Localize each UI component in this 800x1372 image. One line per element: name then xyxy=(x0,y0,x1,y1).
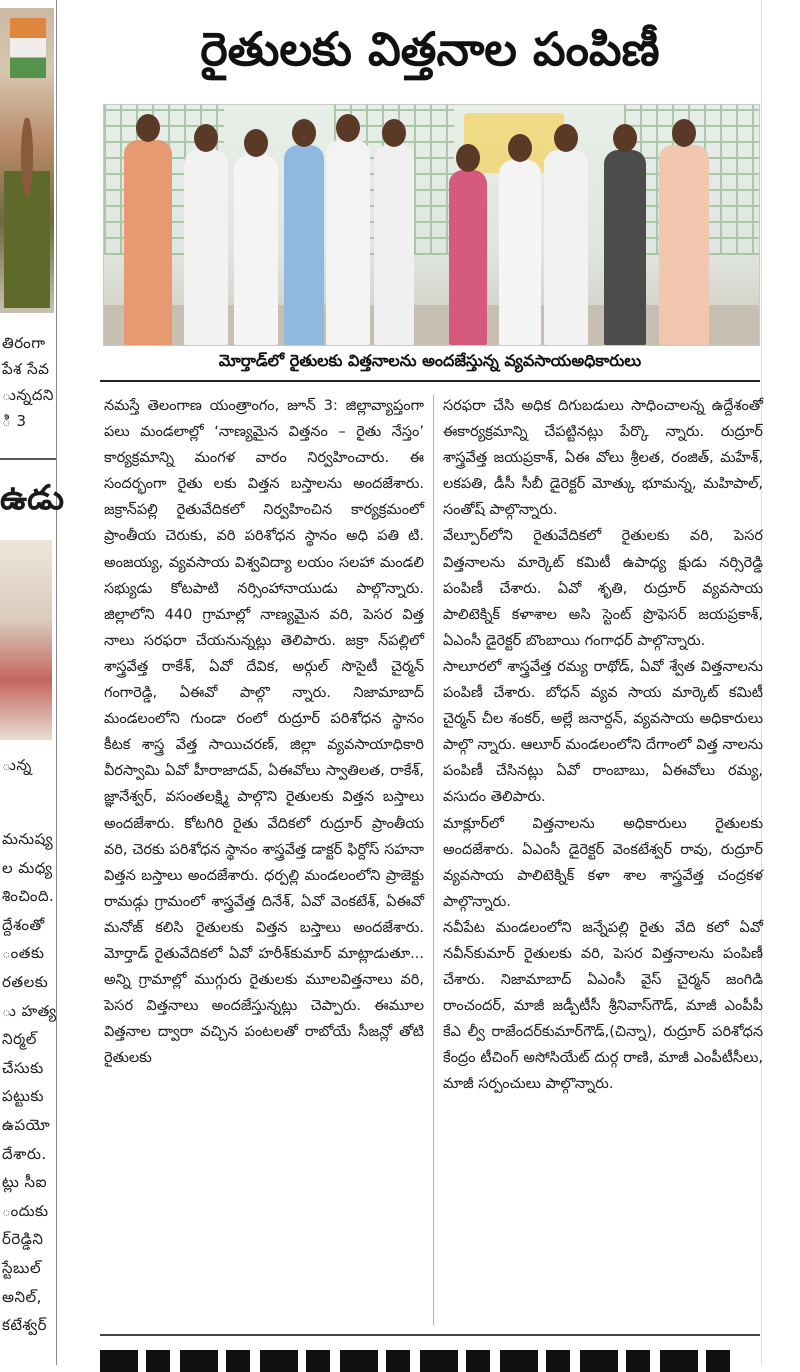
paragraph: నవీపేట మండలంలోని జన్నేపల్లి రైతు వేది కలో ఏవో నవీన్‌కుమార్ రైతులకు వరి, పెసర విత్తనాలను పంపిణీ చేశారు. నిజామాబాద్ ఏఎంసీ వైస్ చైర్మన్ జంగిడి రాంచందర్, మాజీ జడ్పీటీసీ శ్రీనివాస్‌గౌడ్, మాజీ ఎంపీపీ కేఎ ల్వీ రాజేందర్‌కుమార్‌గౌడ్,(చిన్నా), రుద్రూర్ పరిశోధన కేంద్రం టీచింగ్ అసోసియేట్ దుర్గ రాణి, మాజీ ఎంపీటీసీలు, మాజీ సర్పంచులు పాల్గొన్నారు. xyxy=(443,919,763,1093)
adjacent-photo-top xyxy=(0,8,54,313)
paragraph: వేల్పూర్‌లోని రైతువేదికలో రైతులకు వరి, పెసర విత్తనాలను మార్కెట్ కమిటీ ఉపాధ్య క్షుడు నర్సిరెడ్డి పంపిణీ చేశారు. ఏవో శృతి, రుద్రూర్ వ్యవసాయ పాలిటెక్నిక్ కళాశాల అసి స్టెంట్ ప్రొఫెసర్ జయప్రకాశ్, ఏఎంసీ డైరెక్టర్ బొంబాయి గంగాధర్ పాల్గొన్నారు. xyxy=(443,528,763,649)
adjacent-text-line: ట్లు సీఐ xyxy=(2,1173,47,1192)
person-figure xyxy=(499,160,541,345)
adjacent-text-line: అనిల్, xyxy=(2,1287,42,1306)
adjacent-text-line: శించింది. xyxy=(2,887,55,906)
paragraph: సరఫరా చేసి అధిక దిగుబడులు సాధించాలన్న ఉద్దేశంతో ఈకార్యక్రమాన్ని చేపట్టినట్లు పేర్కొ న్నారు. రుద్రూర్ శాస్త్రవేత్త జయప్రకాశ్, ఏఈ వోలు శ్రీలత, రంజిత్, మహేశ్, లకపతి, డీసీ సీబీ డైరెక్టర్ మోత్కు భూమన్న, మహిపాల్, సంతోష్ పాల్గొన్నారు. xyxy=(443,398,763,519)
person-figure xyxy=(284,145,324,345)
adjacent-text-line: తిరంగా xyxy=(2,334,46,352)
adjacent-text-line: ు హత్య xyxy=(2,1001,57,1020)
adjacent-text-line: ద్దేశంతో xyxy=(2,915,45,934)
adjacent-caption-fragment: ున్న xyxy=(2,756,32,774)
article-photo xyxy=(103,104,760,346)
adjacent-text-line: రతలకు xyxy=(2,973,49,991)
person-figure xyxy=(184,150,228,345)
adjacent-text-line: ున్నదని xyxy=(2,386,54,404)
adjacent-divider xyxy=(0,458,56,460)
adjacent-text-line: నిర్మల్ xyxy=(2,1030,37,1049)
adjacent-text-line: కటేశ్వర్ xyxy=(2,1316,48,1335)
bottom-divider xyxy=(100,1334,760,1336)
paragraph: నమస్తే తెలంగాణ యంత్రాంగం, జూన్ 3: జిల్లావ్యాప్తంగా పలు మండలాల్లో ‘నాణ్యమైన విత్తనం – రైతు నేస్తం’ కార్యక్రమాన్ని మంగళ వారం నిర్వహించారు. ఈ సందర్భంగా రైతు లకు విత్తన బస్తాలను అందజేశారు. జక్రాన్‌పల్లి రైతువేదికలో నిర్వహించిన కార్యక్రమంలో ప్రాంతీయ చెరుకు, వరి పరిశోధన స్థానం అధి పతి టి. అంజయ్య, వ్యవసాయ విశ్వవిద్యా లయం సలహా మండలి సభ్యుడు కోటపాటి నర్సింహానాయుడు పాల్గొన్నారు. జిల్లాలోని 440 గ్రామాల్లో నాణ్యమైన వరి, పెసర విత్త నాలు సరఫరా చేయనున్నట్లు తెలిపారు. జక్రా న్‌పల్లిలో శాస్త్రవేత్త రాకేశ్, ఏవో దేవిక, అర్గుల్ సొసైటీ చైర్మన్ గంగారెడ్డి, ఏఈవో పాల్గొ న్నారు. నిజామాబాద్ మండలంలోని గుండా రంలో రుద్రూర్ పరిశోధన స్థానం కీటక శాస్త్ర వేత్త సాయిచరణ్, జిల్లా వ్యవసాయాధికారి వీరస్వామి ఏవో హీరాజాదవ్, ఏఈవోలు స్వాతిలత, రాకేశ్, జ్ఞానేశ్వర్, వసంతలక్ష్మి పాల్గొని రైతులకు విత్తన బస్తాలు అందజేశారు. కోటగిరి రైతు వేదికలో రుద్రూర్ ప్రాంతీయ వరి, చెరకు పరిశోధన స్థానం శాస్త్రవేత్త డాక్టర్ ఫిర్దోస్ సహనా విత్తన బస్తాలు అందజేశారు. ధర్పల్లి మండలంలోని ప్రాజెక్టు రామడ్గు గ్రామంలో శాస్త్రవేత్త దినేశ్, ఏవో వెంకటేశ్, ఏఈవో మనోజ్ కలిసి రైతులకు విత్తన బస్తాలు అందజేశారు. మోర్తాడ్ రైతువేదికలో ఏవో హరీశ్‌కుమార్ మాట్లాడుతూ... అన్ని గ్రామాల్లో ముగ్గురు రైతులకు మూలవిత్తనాలు వరి, పెసర విత్తనాలు అందజేస్తున్నట్లు చెప్పారు. ఈమూల విత్తనాల ద్వారా వచ్చిన పంటలతో రాబోయే సీజన్లో తోటి రైతులకు xyxy=(104,398,424,1067)
person-figure xyxy=(4,118,50,308)
person-figure xyxy=(449,170,487,345)
adjacent-text-line: చేసుకు xyxy=(2,1058,44,1077)
adjacent-text-line: పట్టుకు xyxy=(2,1087,44,1106)
adjacent-photo-mid xyxy=(0,540,52,740)
column-divider xyxy=(433,395,434,1325)
person-figure xyxy=(374,145,414,345)
cropped-headline-ink xyxy=(100,1350,740,1372)
adjacent-text-line: పేశ సేవ xyxy=(2,360,50,378)
flag-image xyxy=(10,18,46,78)
paragraph: సాలూరలో శాస్త్రవేత్త రమ్య రాథోడ్, ఏవో శ్వేత విత్తనాలను పంపిణీ చేశారు. బోధన్ వ్యవ సాయ మార్కెట్ కమిటీ చైర్మన్ చీల శంకర్, అల్లే జనార్దన్, వ్యవసాయ అధికారులు పాల్గొ న్నారు. ఆలూర్ మండలంలోని దేగాంలో విత్త నాలను పంపిణీ చేసినట్లు ఏవో రాంబాబు, ఏఈవోలు రమ్య, వసుదం తెలిపారు. xyxy=(443,658,763,806)
article-column-right xyxy=(443,393,763,1098)
adjacent-text-line: స్టేబుల్ xyxy=(2,1259,42,1277)
adjacent-text-line: ందుకు xyxy=(2,1201,49,1220)
next-headline-cropped xyxy=(100,1342,760,1372)
adjacent-text-line: ి 3 xyxy=(2,412,27,430)
person-figure xyxy=(604,150,646,345)
adjacent-article-strip xyxy=(0,0,65,1365)
paragraph: మాక్లూర్‌లో విత్తనాలను అధికారులు రైతులకు అందజేశారు. ఏఎంసీ డైరెక్టర్ వెంకటేశ్వర్ రావు, రుద్రూర్ వ్యవసాయ పాలిటెక్నిక్ కళా శాల శాస్త్రవేత్త చంద్రకళ పాల్గొన్నారు. xyxy=(443,815,763,910)
adjacent-text-line: దేశారు. xyxy=(2,1144,47,1163)
person-figure xyxy=(659,145,709,345)
adjacent-text-line: మనుష్య xyxy=(2,830,54,848)
person-figure xyxy=(326,140,370,345)
person-figure xyxy=(234,155,278,345)
photo-caption: మోర్తాడ్‌లో రైతులకు విత్తనాలను అందజేస్తున్న వ్యవసాయఅధికారులు xyxy=(100,346,760,382)
person-figure xyxy=(544,150,588,345)
adjacent-text-line: ఉపయో xyxy=(2,1116,51,1134)
article-column-left xyxy=(104,393,424,1071)
person-figure xyxy=(124,140,172,345)
article-headline: రైతులకు విత్తనాల పంపిణీ xyxy=(200,22,660,76)
adjacent-headline-fragment: ఉడు xyxy=(0,478,65,518)
adjacent-text-line: ంతకు xyxy=(2,944,45,963)
adjacent-text-line: ల మధ్య xyxy=(2,858,53,877)
adjacent-text-line: ర్‌రెడ్డిని xyxy=(2,1230,44,1249)
